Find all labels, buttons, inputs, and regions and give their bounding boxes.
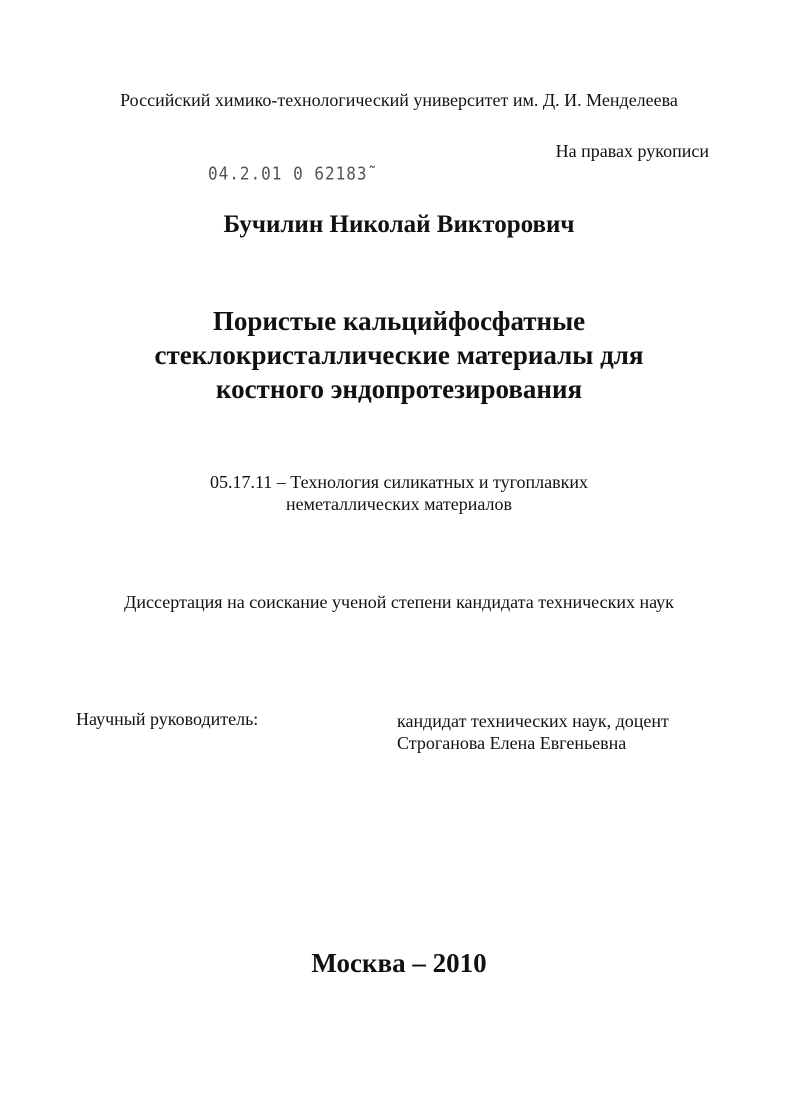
- title-line: стеклокристаллические материалы для: [154, 340, 644, 370]
- registry-stamp: 04.2.01 0 62183˜: [208, 162, 379, 184]
- university-name: Российский химико-технологический университет им. Д. И. Менделеева: [120, 90, 678, 110]
- supervisor-name: Строганова Елена Евгеньевна: [397, 733, 627, 753]
- supervisor-label: Научный руководитель:: [76, 709, 259, 729]
- dissertation-title: [0, 304, 798, 406]
- title-line: костного эндопротезирования: [215, 374, 583, 404]
- supervisor-title: кандидат технических наук, доцент: [397, 711, 669, 731]
- city-year: Москва – 2010: [311, 948, 487, 978]
- author-name: Бучилин Николай Викторович: [223, 211, 575, 238]
- specialty: [0, 471, 798, 515]
- title-line: Пористые кальцийфосфатные: [212, 306, 586, 336]
- manuscript-note: На правах рукописи: [555, 141, 709, 161]
- supervisor-info: [397, 710, 669, 754]
- degree-statement: Диссертация на соискание ученой степени кандидата технических наук: [124, 592, 674, 612]
- specialty-line: 05.17.11 – Технология силикатных и тугоплавких: [209, 472, 589, 492]
- specialty-line: неметаллических материалов: [285, 494, 513, 514]
